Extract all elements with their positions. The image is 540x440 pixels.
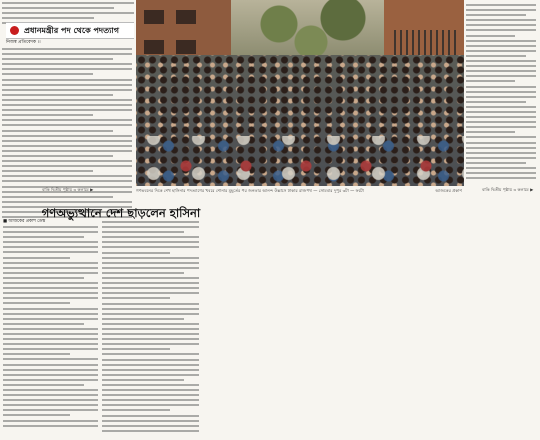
photo-caption-text: গণভবনের দিকে শেখ হাসিনার পদত্যাগের খবরে শোনার মুহূর্তের পর জনতার আনন্দ উল্লাসে ঢাকার রাজপথ — সোমবার দুপুর ৩টা — ফটো: [136, 188, 364, 193]
lead-photo: [136, 0, 464, 186]
right-column: [466, 0, 538, 185]
side-story-body: [2, 48, 132, 221]
side-banner-byline: নিজস্ব প্রতিবেদক ।।: [6, 40, 41, 45]
photo-caption: [136, 187, 464, 195]
photo-credit: আজকের প্রকাশ: [435, 188, 462, 193]
main-story-column-1: [3, 226, 98, 438]
side-banner-title: প্রধানমন্ত্রীর পদ থেকে পদত্যাগ: [24, 26, 119, 35]
red-bullet-icon: [10, 26, 19, 35]
left-column: [2, 0, 134, 185]
left-continuation: বাকি দ্বিতীয় পৃষ্ঠায় ৩ কলামে ▶: [42, 187, 94, 192]
right-continuation: বাকি দ্বিতীয় পৃষ্ঠায় ৩ কলামে ▶: [482, 187, 534, 192]
main-dateline: ■ আজকের প্রকাশ ডেস্ক: [3, 219, 46, 224]
side-banner: [6, 22, 134, 39]
main-headline: গণঅভ্যুত্থানে দেশ ছাড়লেন হাসিনা: [41, 206, 201, 220]
main-story-column-2: [102, 221, 199, 438]
